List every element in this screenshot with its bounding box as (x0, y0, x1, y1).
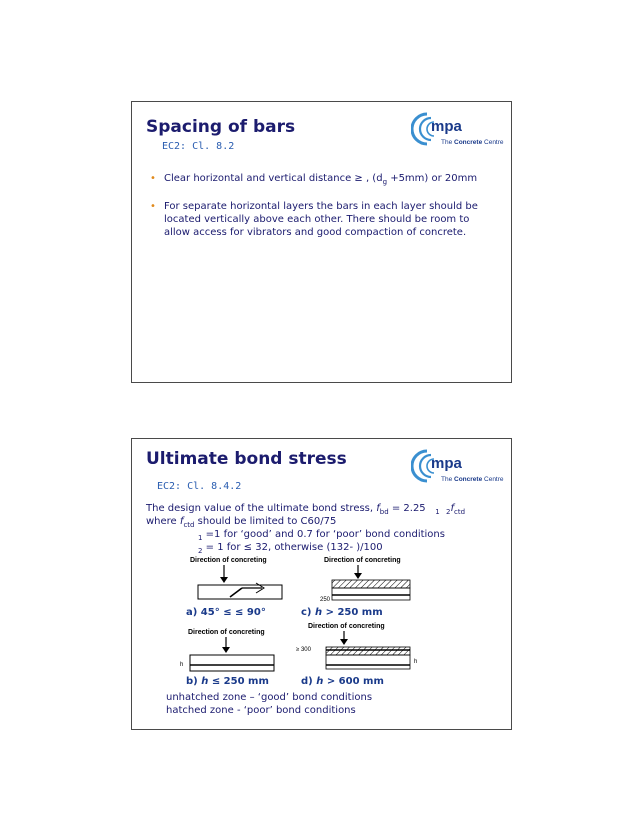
bullet-dot-icon: • (150, 201, 156, 212)
logo-mpa-text: mpa (431, 455, 462, 472)
direction-label: Direction of concreting (324, 557, 401, 564)
figure-d-label: d) h > 600 mm (301, 676, 384, 687)
direction-label: Direction of concreting (190, 557, 267, 564)
slide-ultimate-bond-stress (131, 438, 512, 730)
slide-title: Spacing of bars (146, 117, 296, 137)
direction-label: Direction of concreting (188, 629, 265, 636)
bullet-list (146, 172, 491, 250)
fctd-limit: where $f_{ctd}$ should be limited to C60/75 (146, 516, 337, 529)
dimension-label: h (180, 662, 184, 668)
slide-spacing-of-bars (131, 101, 512, 383)
diagram-d-very-deep-section (296, 621, 426, 677)
note-poor: hatched zone - ‘poor’ bond conditions (166, 705, 356, 716)
bond-condition-notes (166, 691, 372, 717)
bullet-item: • For separate horizontal layers the bars in each layer should be located vertically above each other. There should be room to allow access for vibrators and good compaction of concrete. (150, 201, 478, 238)
bullet-item: • Clear horizontal and vertical distance ≥ , $(d_g +5mm)$ or 20mm (150, 173, 478, 186)
arrow-down-icon (220, 577, 228, 583)
slide-subtitle: EC2: Cl. 8.4.2 (157, 481, 242, 492)
dimension-label: h (414, 659, 418, 665)
diagram-a-inclined-bar (190, 555, 300, 605)
dimension-label: 250 (320, 597, 331, 603)
note-good: unhatched zone – ‘good’ bond conditions (166, 692, 373, 703)
eta2-definition: $_2$ = 1 for ≤ 32, otherwise (132- )/100 (198, 542, 383, 555)
bond-stress-formula: The design value of the ultimate bond stress, $f_{bd} = 2.25$ $_1$ $_2f_{ctd}$ (146, 503, 466, 516)
figure-b-label: b) h ≤ 250 mm (186, 676, 269, 687)
diagram-c-deep-section (320, 555, 440, 605)
logo-tagline: The Concrete Centre (441, 139, 504, 146)
arrow-down-icon (340, 639, 348, 645)
figure-a-label: a) 45° ≤ ≤ 90° (186, 607, 266, 618)
arrow-down-icon (222, 647, 230, 653)
mpa-logo (411, 112, 507, 154)
dimension-label: ≥ 300 (296, 647, 311, 653)
eta1-definition: $_1$ =1 for ‘good’ and 0.7 for ‘poor’ bond conditions (198, 529, 445, 542)
diagram-b-shallow-section (178, 627, 298, 677)
arrow-down-icon (354, 573, 362, 579)
direction-label: Direction of concreting (308, 623, 385, 630)
figure-c-label: c) h > 250 mm (301, 607, 383, 618)
logo-mpa-text: mpa (431, 118, 462, 135)
mpa-logo (411, 449, 507, 491)
slide-subtitle: EC2: Cl. 8.2 (162, 141, 235, 152)
logo-tagline: The Concrete Centre (441, 476, 504, 483)
slide-title: Ultimate bond stress (146, 449, 347, 469)
bullet-dot-icon: • (150, 173, 156, 184)
